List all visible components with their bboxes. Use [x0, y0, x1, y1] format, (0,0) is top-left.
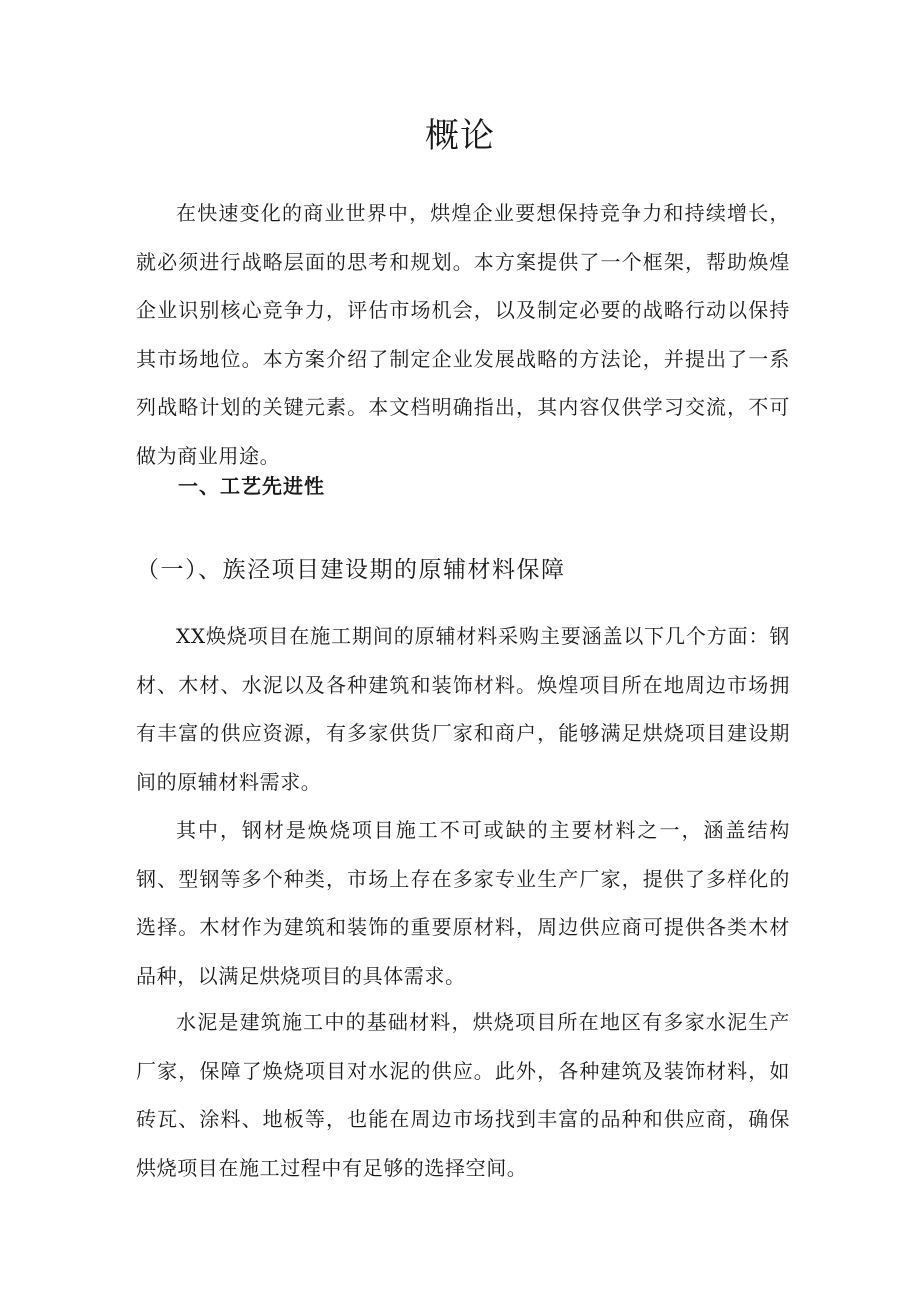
body-paragraph-2: 其中，钢材是焕烧项目施工不可或缺的主要材料之一，涵盖结构钢、型钢等多个种类，市场上存在多家专业生产厂家，提供了多样化的选择。木材作为建筑和装饰的重要原材料，周边供应商可提供各类木材品种，以满足烘烧项目的具体需求。: [136, 818, 790, 988]
intro-paragraph: 在快速变化的商业世界中，烘煌企业要想保持竞争力和持续增长，就必须进行战略层面的思考和规划。本方案提供了一个框架，帮助焕煌企业识别核心竞争力，评估市场机会，以及制定必要的战略行动以保持其市场地位。本方案介绍了制定企业发展战略的方法论，并提出了一系列战略计划的关键元素。本文档明确指出，其内容仅供学习交流，不可做为商业用途。: [136, 201, 790, 468]
body-paragraph-1: XX焕烧项目在施工期间的原辅材料采购主要涵盖以下几个方面：钢材、木材、水泥以及各种建筑和装饰材料。焕煌项目所在地周边市场拥有丰富的供应资源，有多家供货厂家和商户，能够满足烘烧项目建设期间的原辅材料需求。: [136, 624, 790, 794]
section-heading: 一、工艺先进性: [178, 474, 325, 498]
page-title: 概论: [425, 116, 495, 156]
subsection-heading: （一）、族泾项目建设期的原辅材料保障: [136, 557, 566, 583]
body-paragraph-3: 水泥是建筑施工中的基础材料，烘烧项目所在地区有多家水泥生产厂家，保障了焕烧项目对水泥的供应。此外，各种建筑及装饰材料，如砖瓦、涂料、地板等，也能在周边市场找到丰富的品种和供应商，确保烘烧项目在施工过程中有足够的选择空间。: [136, 1010, 790, 1180]
